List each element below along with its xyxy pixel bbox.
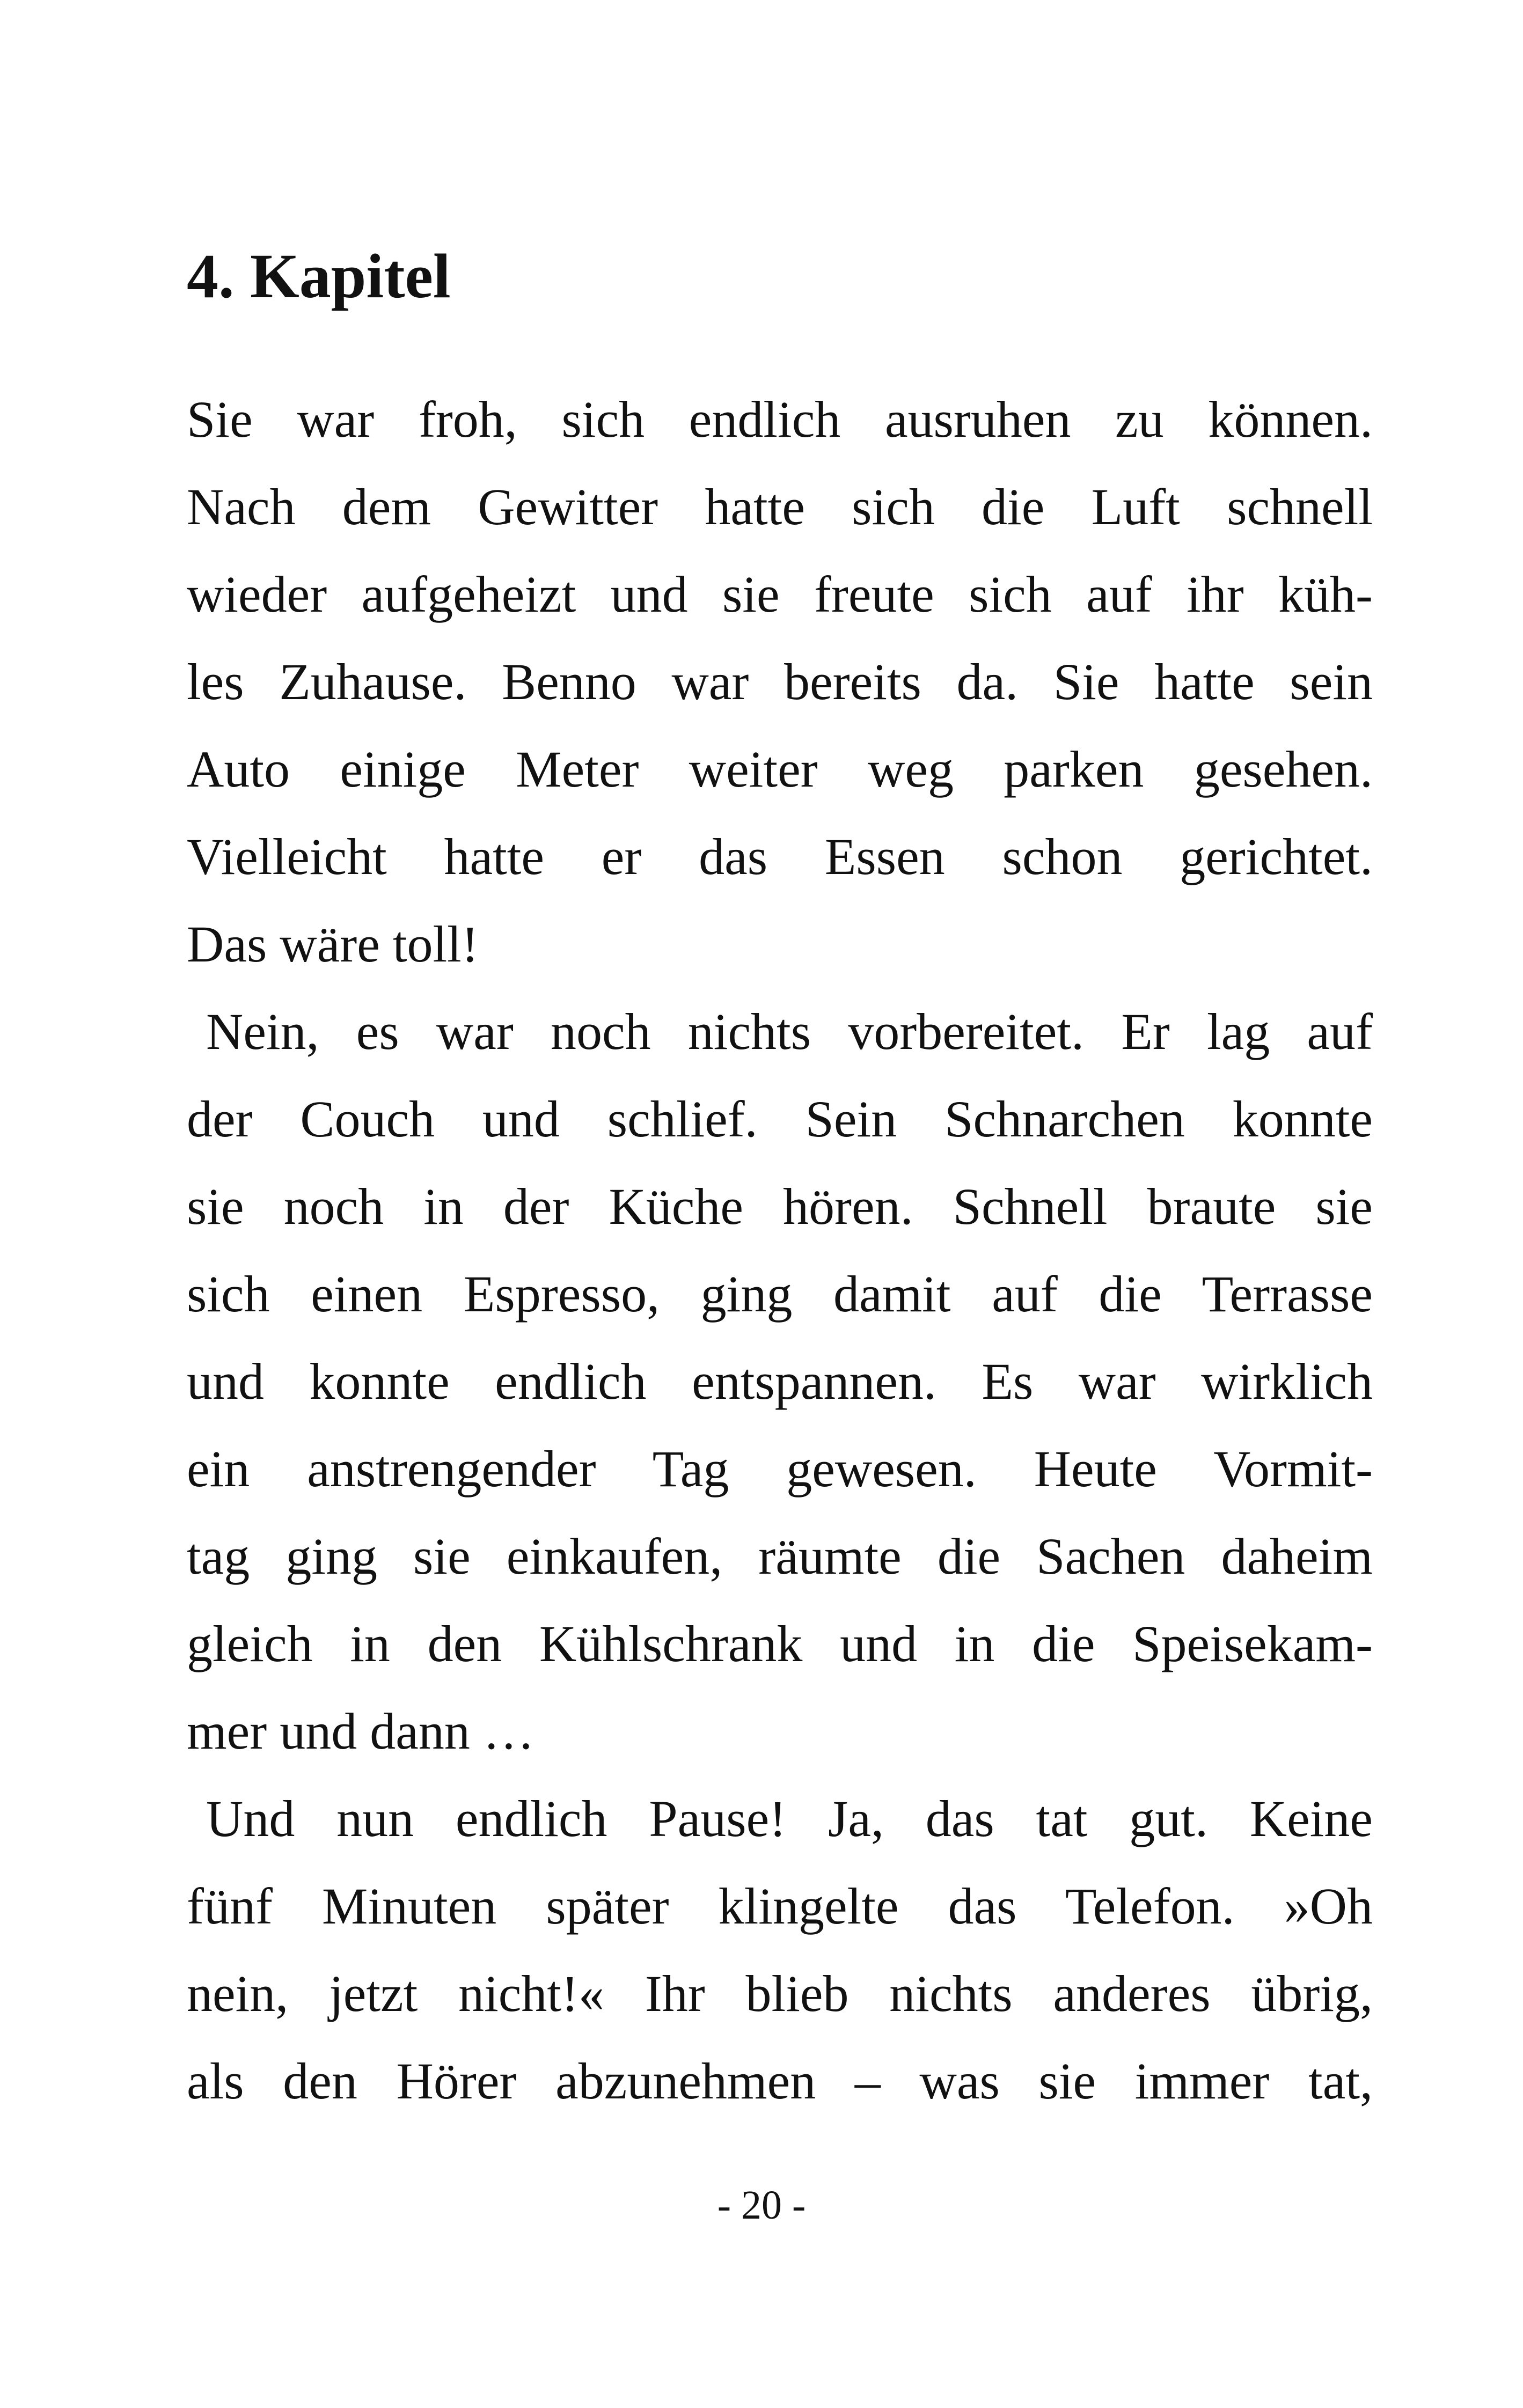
text-line: Das wäre toll! bbox=[187, 915, 479, 973]
text-line: wieder aufgeheizt und sie freute sich auf ihr küh- bbox=[187, 566, 1373, 623]
text-line: les Zuhause. Benno war bereits da. Sie hatte sein bbox=[187, 653, 1373, 710]
text-line: Auto einige Meter weiter weg parken gesehen. bbox=[187, 740, 1373, 798]
text-line: sie noch in der Küche hören. Schnell braute sie bbox=[187, 1178, 1373, 1235]
text-line: und konnte endlich entspannen. Es war wirklich bbox=[187, 1353, 1373, 1410]
text-line: mer und dann … bbox=[187, 1702, 534, 1760]
text-line: Vielleicht hatte er das Essen schon gerichtet. bbox=[187, 828, 1373, 885]
paragraph bbox=[187, 1775, 1373, 2125]
paragraph bbox=[187, 988, 1373, 1775]
text-line: ein anstrengender Tag gewesen. Heute Vormit- bbox=[187, 1440, 1373, 1497]
text-line: fünf Minuten später klingelte das Telefon. »Oh bbox=[187, 1877, 1373, 1935]
text-line: tag ging sie einkaufen, räumte die Sachen daheim bbox=[187, 1528, 1373, 1585]
text-line: als den Hörer abzunehmen – was sie immer tat, bbox=[187, 2052, 1373, 2110]
text-line: der Couch und schlief. Sein Schnarchen konnte bbox=[187, 1090, 1373, 1148]
text-line: Und nun endlich Pause! Ja, das tat gut. Keine bbox=[206, 1790, 1373, 1847]
text-line: gleich in den Kühlschrank und in die Speisekam- bbox=[187, 1615, 1373, 1672]
paragraph bbox=[187, 376, 1373, 988]
text-line: nein, jetzt nicht!« Ihr blieb nichts anderes übrig, bbox=[187, 1965, 1373, 2022]
text-line: sich einen Espresso, ging damit auf die Terrasse bbox=[187, 1265, 1373, 1323]
text-line: Sie war froh, sich endlich ausruhen zu können. bbox=[187, 391, 1373, 448]
chapter-title: 4. Kapitel bbox=[187, 241, 451, 311]
page-number: - 20 - bbox=[717, 2183, 806, 2228]
body-text bbox=[187, 376, 1373, 2125]
text-line: Nein, es war noch nichts vorbereitet. Er lag auf bbox=[206, 1003, 1373, 1060]
text-line: Nach dem Gewitter hatte sich die Luft schnell bbox=[187, 478, 1373, 535]
